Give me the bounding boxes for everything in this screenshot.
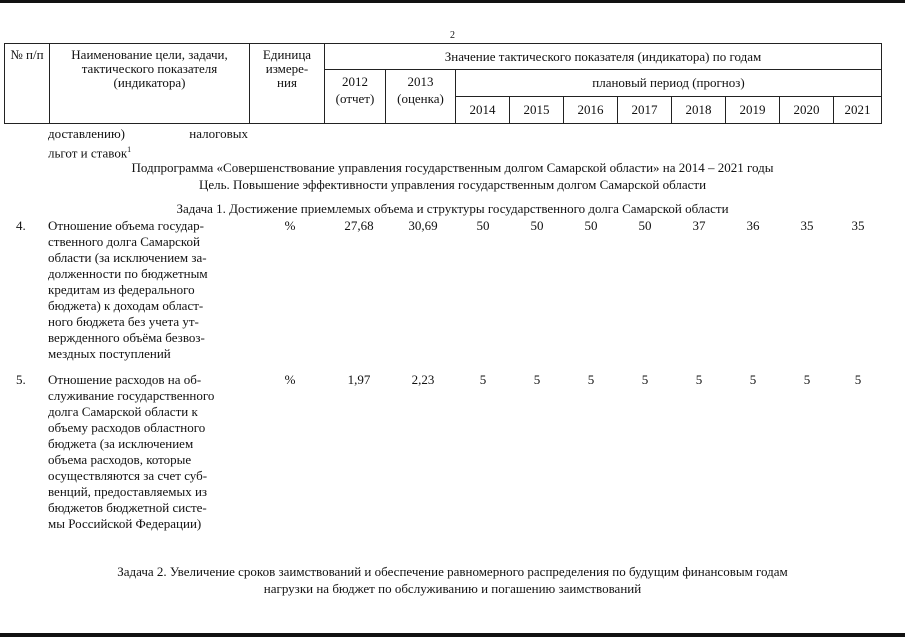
value-2014: 50 [476, 218, 490, 233]
value-2012: 1,97 [347, 372, 371, 387]
value-2020: 35 [800, 218, 814, 233]
bottom-border [0, 633, 905, 637]
value-2014: 5 [479, 372, 487, 387]
continued-word-2: налоговых [189, 126, 248, 141]
value-2013: 30,69 [408, 218, 438, 233]
header-year-2019: 2019 [725, 96, 780, 124]
value-2013: 2,23 [411, 372, 435, 387]
header-year-2020: 2020 [779, 96, 834, 124]
value-2020: 5 [803, 372, 811, 387]
indicator-name-line: ственного долга Самарской [48, 234, 200, 249]
continued-word-1: доставлению) [48, 126, 125, 141]
indicator-name-line: кредитам из федерального [48, 282, 195, 297]
header-planned-period: плановый период (прогноз) [455, 69, 882, 97]
row-number: 4. [16, 218, 26, 233]
row-number: 5. [16, 372, 26, 387]
continued-line-2-text: льгот и ставок [48, 145, 128, 161]
indicator-name-line: ного бюджета без учета ут- [48, 314, 199, 329]
value-2016: 50 [584, 218, 598, 233]
header-year-2018: 2018 [671, 96, 726, 124]
indicator-name-line: объему расходов областного [48, 420, 206, 435]
indicator-name-line: области (за исключением за- [48, 250, 207, 265]
header-col-unit: Единица измере- ния [249, 43, 325, 124]
header-col-name: Наименование цели, задачи, тактического показателя (индикатора) [49, 43, 250, 124]
task-2-line-2: нагрузки на бюджет по обслуживанию и погашению заимствований [263, 581, 642, 596]
value-2017: 5 [641, 372, 649, 387]
header-year-2013-label: 2013 [407, 74, 434, 89]
task-2-line-1: Задача 2. Увеличение сроков заимствований и обеспечение равномерного распределения по будущим финансовым годам [117, 564, 788, 579]
header-year-2014: 2014 [455, 96, 510, 124]
header-year-2021: 2021 [833, 96, 882, 124]
indicator-name-line: осуществляются за счет суб- [48, 468, 208, 483]
value-2012: 27,68 [344, 218, 374, 233]
indicator-name-line: Отношение расходов на об- [48, 372, 202, 387]
header-col-values: Значение тактического показателя (индикатора) по годам [324, 43, 882, 70]
header-year-2015: 2015 [509, 96, 564, 124]
task-2-title [0, 563, 905, 597]
task-1-title: Задача 1. Достижение приемлемых объема и структуры государственного долга Самарской области [176, 201, 729, 216]
header-year-2013-note: (оценка) [397, 91, 444, 106]
value-2018: 37 [692, 218, 706, 233]
indicator-name-line: мы Российской Федерации) [48, 516, 202, 531]
header-year-2012-note: (отчет) [335, 91, 375, 106]
indicator-name-line: бюджета) к доходам област- [48, 298, 204, 313]
indicator-name-line: бюджета (за исключением [48, 436, 194, 451]
value-2018: 5 [695, 372, 703, 387]
header-year-2012-label: 2012 [342, 74, 368, 89]
indicator-name-line: долга Самарской области к [48, 404, 198, 419]
value-2021: 5 [854, 372, 862, 387]
subprogram-title: Подпрограмма «Совершенствование управления государственным долгом Самарской области» на 2014 – 2021 годы [131, 160, 774, 175]
header-year-2017: 2017 [617, 96, 672, 124]
unit-cell: % [284, 372, 296, 387]
header-year-2013 [385, 69, 456, 124]
indicator-name [48, 372, 248, 532]
indicator-name-line: служивание государственного [48, 388, 215, 403]
indicator-name-line: долженности по бюджетным [48, 266, 208, 281]
footnote-mark: 1 [127, 145, 132, 154]
indicator-name-line: бюджетов бюджетной систе- [48, 500, 207, 515]
header-year-2016: 2016 [563, 96, 618, 124]
value-2019: 5 [749, 372, 757, 387]
header-year-2012 [324, 69, 386, 124]
value-2016: 5 [587, 372, 595, 387]
value-2019: 36 [746, 218, 760, 233]
indicator-name-line: венций, предоставляемых из [48, 484, 208, 499]
value-2017: 50 [638, 218, 652, 233]
indicator-name-line: мездных поступлений [48, 346, 171, 361]
indicator-name [48, 218, 248, 362]
value-2021: 35 [851, 218, 865, 233]
value-2015: 50 [530, 218, 544, 233]
value-2015: 5 [533, 372, 541, 387]
goal-title: Цель. Повышение эффективности управления государственным долгом Самарской области [198, 177, 707, 192]
continued-line-1 [48, 126, 248, 142]
top-border [0, 0, 905, 3]
indicator-name-line: объема расходов, которые [48, 452, 192, 467]
page-number: 2 [450, 30, 455, 41]
indicator-name-line: вержденного объёма безвоз- [48, 330, 205, 345]
continued-row-text [48, 126, 248, 161]
indicator-name-line: Отношение объема государ- [48, 218, 205, 233]
continued-line-2 [48, 142, 248, 161]
header-col-number: № п/п [4, 43, 50, 124]
unit-cell: % [284, 218, 296, 233]
